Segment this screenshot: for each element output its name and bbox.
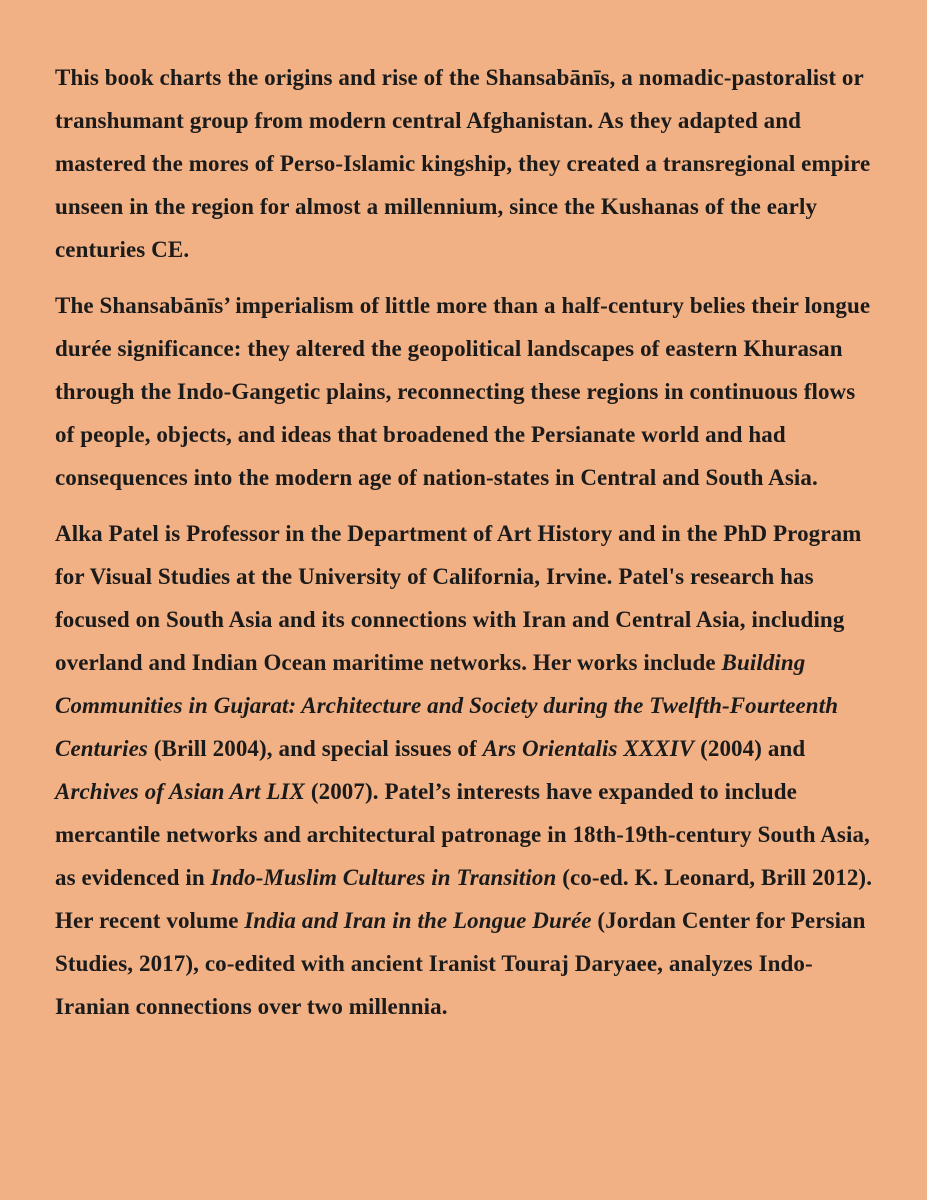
text-run: (Jordan Center for Persian Studies, 2017), co-edited with ancient Iranist Touraj Daryaee, analyzes Indo-Iranian connections over two millennia. xyxy=(55,908,866,1019)
text-run: (Brill 2004), and special issues of xyxy=(147,736,483,761)
paragraph-book-overview xyxy=(55,56,875,271)
text-run: Alka Patel is Professor in the Department of Art History and in the PhD Program for Visual Studies at the University of California, Irvine. Patel's research has focused on South Asia and its connections with Iran and Central Asia, including overland and Indian Ocean maritime networks. Her works include xyxy=(55,521,862,675)
text-run: (co-ed. K. Leonard, Brill 2012). Her recent volume xyxy=(55,865,873,933)
text-run: (2007). Patel’s interests have expanded to include mercantile networks and architectural patronage in 18th-19th-century South Asia, as evidenced in xyxy=(55,779,870,890)
text-run: The Shansabānīs’ imperialism of little more than a half-century belies their longue durée significance: they altered the geopolitical landscapes of eastern Khurasan through the Indo-Gangetic plains, reconnecting these regions in continuous flows of people, objects, and ideas that broadened the Persianate world and had consequences into the modern age of nation-states in Central and South Asia. xyxy=(55,293,871,490)
work-title-italic: Building Communities in Gujarat: Architecture and Society during the Twelfth-Fourteenth Centuries xyxy=(55,650,839,761)
work-title-italic: Indo-Muslim Cultures in Transition xyxy=(210,865,557,890)
text-run: (2004) and xyxy=(694,736,806,761)
paragraph-historical-significance xyxy=(55,284,875,499)
work-title-italic: Ars Orientalis XXXIV xyxy=(482,736,695,761)
work-title-italic: India and Iran in the Longue Durée xyxy=(244,908,592,933)
work-title-italic: Archives of Asian Art LIX xyxy=(55,779,305,804)
text-run: This book charts the origins and rise of the Shansabānīs, a nomadic-pastoralist or transhumant group from modern central Afghanistan. As they adapted and mastered the mores of Perso-Islamic kingship, they created a transregional empire unseen in the region for almost a millennium, since the Kushanas of the early centuries CE. xyxy=(55,65,871,262)
paragraph-author-bio xyxy=(55,512,875,1028)
